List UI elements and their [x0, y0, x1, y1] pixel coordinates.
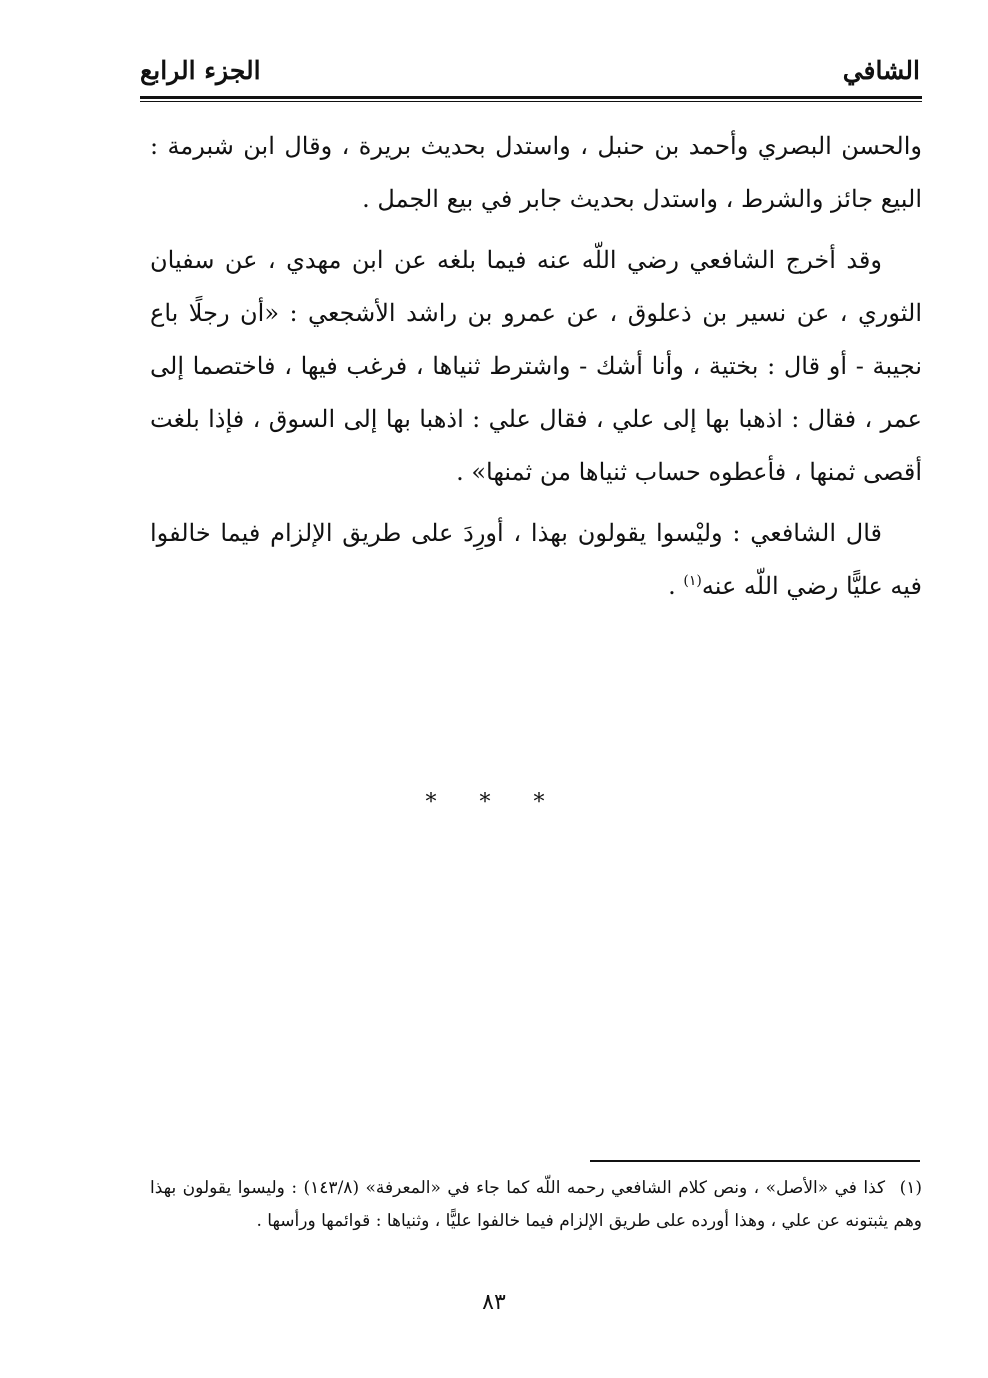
paragraph-end: . — [668, 572, 684, 600]
footnote-text: كذا في «الأصل» ، ونص كلام الشافعي رحمه اللّه كما جاء في «المعرفة» (١٤٣/٨) : وليسوا يقولون بهذا وهم يثبتونه عن علي ، وهذا أورده على طريق الإلزام فيما خالفوا عليًّا ، وثنياها : قوائمها ورأسها . — [150, 1178, 922, 1231]
header-rule-thick — [140, 96, 922, 99]
paragraph — [150, 507, 922, 613]
paragraph: وقد أخرج الشافعي رضي اللّه عنه فيما بلغه عن ابن مهدي ، عن سفيان الثوري ، عن نسير بن ذعلوق ، عن عمرو بن راشد الأشجعي : «أن رجلًا باع نجيبة - أو قال : بختية ، وأنا أشك - واشترط ثنياها ، فرغب فيها ، فاختصما إلى عمر ، فقال : اذهبا بها إلى علي ، فقال علي : اذهبا بها إلى السوق ، فإذا بلغت أقصى ثمنها ، فأعطوه حساب ثنياها من ثمنها» . — [150, 246, 922, 486]
footnote-marker: (١) — [683, 573, 702, 589]
volume-label: الجزء الرابع — [140, 56, 261, 85]
section-separator: * * * — [425, 790, 563, 815]
footnote-number: (١) — [899, 1178, 922, 1198]
footnote-rule — [590, 1160, 920, 1162]
main-text — [150, 120, 922, 621]
paragraph-text: قال الشافعي : وليْسوا يقولون بهذا ، أورِدَ على طريق الإلزام فيما خالفوا فيه عليًّا رضي اللّه عنه — [150, 519, 922, 600]
running-header — [140, 52, 920, 92]
page-number: ٨٣ — [482, 1290, 506, 1315]
paragraph: والحسن البصري وأحمد بن حنبل ، واستدل بحديث بريرة ، وقال ابن شبرمة : البيع جائز والشرط ، واستدل بحديث جابر في بيع الجمل . — [150, 132, 922, 213]
book-title: الشافي — [842, 56, 920, 85]
footnote — [150, 1172, 922, 1238]
header-rule-thin — [140, 101, 922, 102]
